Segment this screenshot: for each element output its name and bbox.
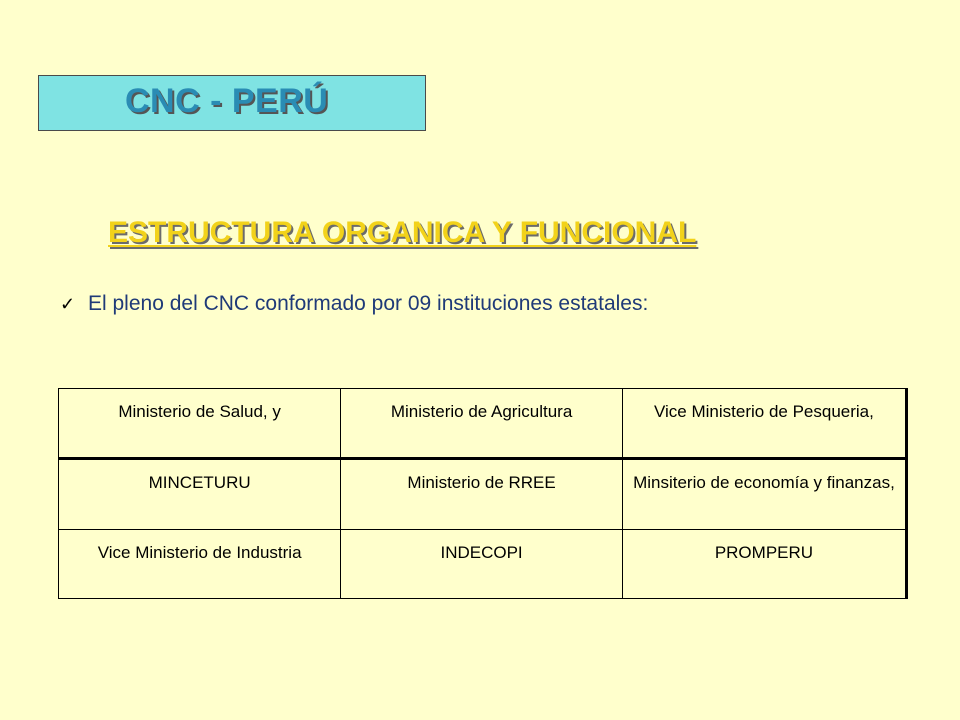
table-cell: Ministerio de RREE [341, 459, 623, 530]
institutions-table [58, 388, 908, 599]
table-cell: Vice Ministerio de Pesqueria, [622, 389, 906, 459]
table-cell: PROMPERU [622, 530, 906, 599]
bullet-text: El pleno del CNC conformado por 09 instituciones estatales: [88, 292, 649, 315]
page-title: CNC - PERÚ [125, 82, 329, 120]
table-cell: Ministerio de Salud, y [59, 389, 341, 459]
table-cell: MINCETURU [59, 459, 341, 530]
table-cell: Minsiterio de economía y finanzas, [622, 459, 906, 530]
check-icon: ✓ [60, 294, 76, 314]
section-subtitle: ESTRUCTURA ORGANICA Y FUNCIONAL [108, 216, 697, 249]
table-cell: Ministerio de Agricultura [341, 389, 623, 459]
table-row [59, 389, 907, 459]
title-box [38, 75, 426, 131]
table-cell: INDECOPI [341, 530, 623, 599]
table-row [59, 459, 907, 530]
table-cell: Vice Ministerio de Industria [59, 530, 341, 599]
bullet-line [60, 292, 648, 316]
table-row [59, 530, 907, 599]
